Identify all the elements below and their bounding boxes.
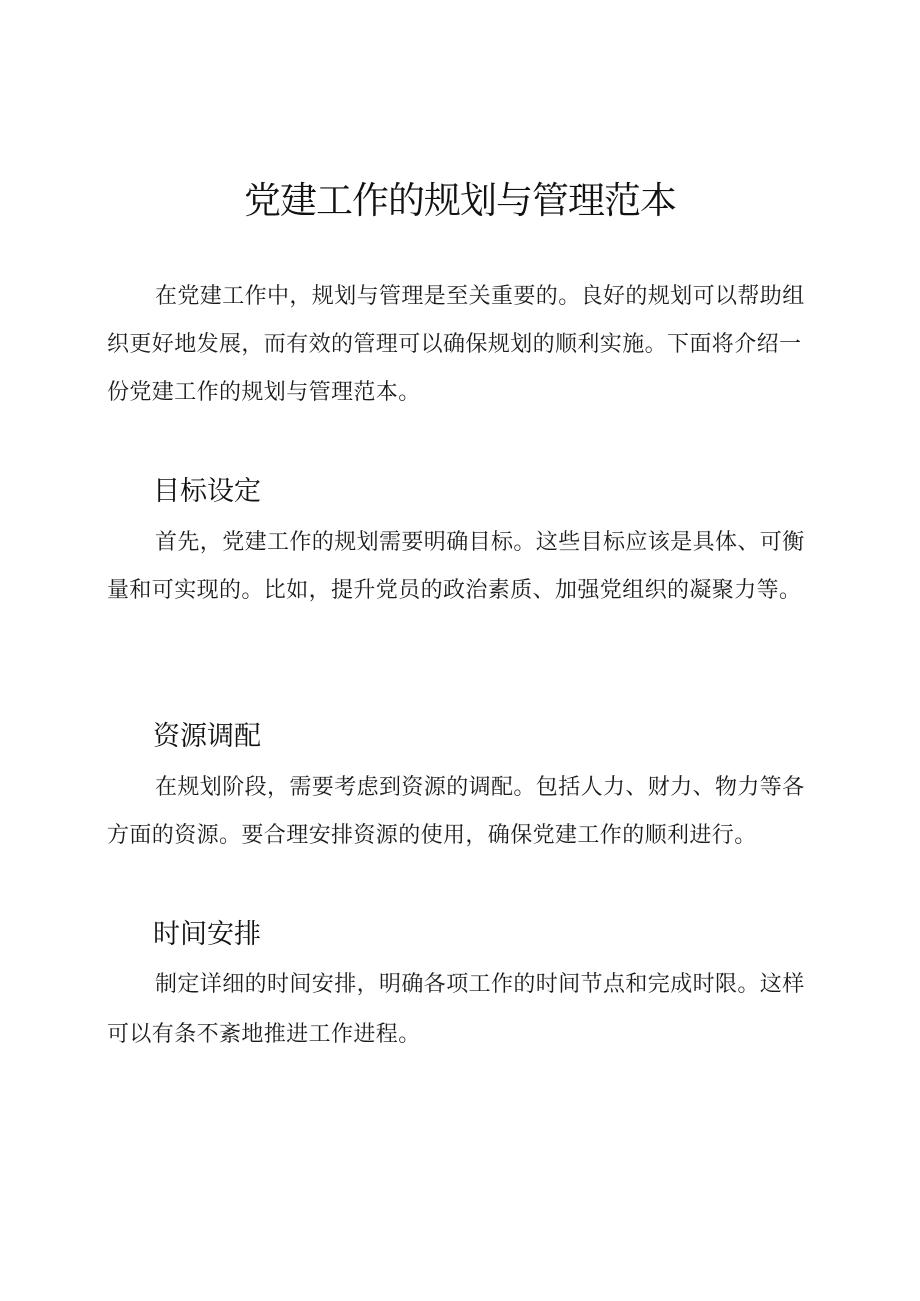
intro-paragraph: 在党建工作中，规划与管理是至关重要的。良好的规划可以帮助组织更好地发展，而有效的管理可以确保规划的顺利实施。下面将介绍一份党建工作的规划与管理范本。 xyxy=(107,284,805,405)
section-body-goals: 首先，党建工作的规划需要明确目标。这些目标应该是具体、可衡量和可实现的。比如，提升党员的政治素质、加强党组织的凝聚力等。 xyxy=(107,530,805,603)
page-title: 党建工作的规划与管理范本 xyxy=(244,179,676,222)
section-body-schedule: 制定详细的时间安排，明确各项工作的时间节点和完成时限。这样可以有条不紊地推进工作进程。 xyxy=(107,972,805,1047)
section-body-resources: 在规划阶段，需要考虑到资源的调配。包括人力、财力、物力等各方面的资源。要合理安排资源的使用，确保党建工作的顺利进行。 xyxy=(107,775,805,848)
section-heading-resources: 资源调配 xyxy=(153,721,261,752)
section-heading-goals: 目标设定 xyxy=(153,476,261,507)
section-heading-schedule: 时间安排 xyxy=(153,919,261,950)
